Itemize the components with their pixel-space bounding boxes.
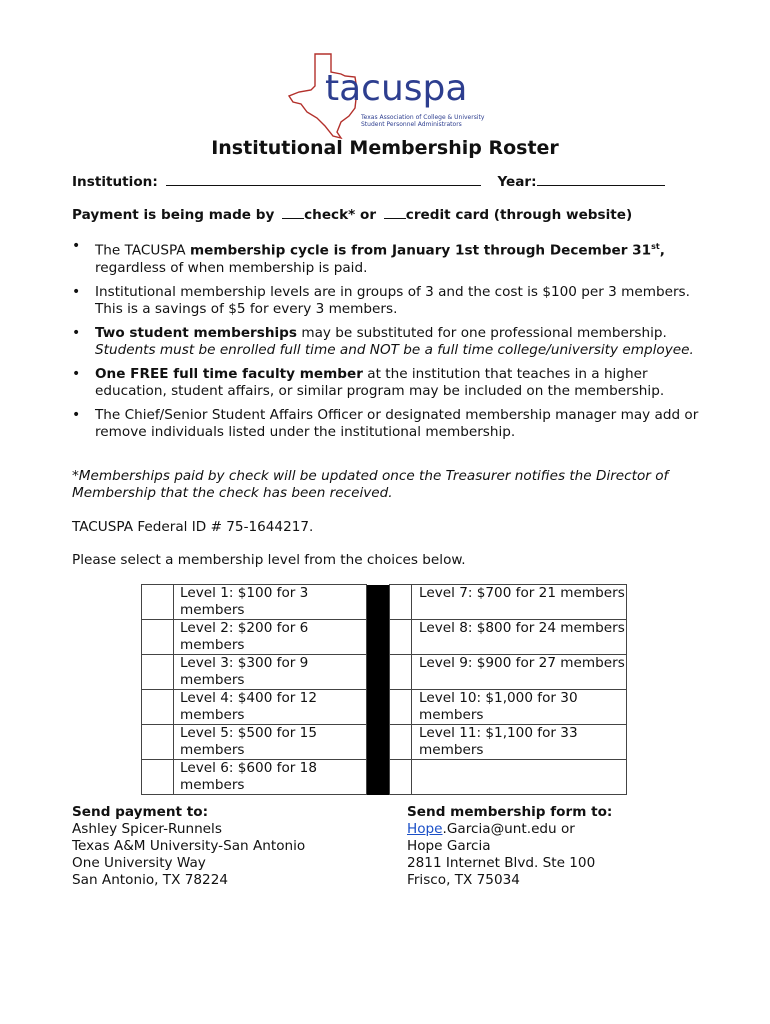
bullet1-post: , bbox=[659, 242, 665, 259]
table-row bbox=[142, 725, 627, 760]
payment-prefix: Payment is being made by bbox=[72, 207, 275, 223]
level-checkbox[interactable] bbox=[142, 690, 174, 725]
bullet1-sup: st bbox=[651, 242, 660, 251]
year-field[interactable] bbox=[537, 173, 665, 186]
send-payment-line: Texas A&M University-San Antonio bbox=[72, 838, 306, 854]
send-payment-line: One University Way bbox=[72, 855, 206, 871]
level-label: Level 10: $1,000 for 30 members bbox=[412, 690, 627, 725]
table-divider bbox=[367, 725, 390, 760]
payment-card-option: credit card (through website) bbox=[405, 207, 633, 223]
level-checkbox[interactable] bbox=[390, 725, 412, 760]
level-checkbox[interactable] bbox=[390, 620, 412, 655]
page-title: Institutional Membership Roster bbox=[211, 137, 559, 159]
logo-wordmark: tacuspa bbox=[325, 68, 468, 109]
send-form-line: 2811 Internet Blvd. Ste 100 bbox=[407, 855, 596, 871]
send-form-line: Hope Garcia bbox=[407, 838, 491, 854]
email-link[interactable]: Hope bbox=[407, 821, 443, 837]
institution-field[interactable] bbox=[166, 173, 481, 186]
info-bullet-list bbox=[72, 238, 712, 448]
bullet1-bold: membership cycle is from January 1st through December 31 bbox=[189, 242, 652, 259]
bullet1-pre: The TACUSPA bbox=[95, 242, 190, 259]
send-payment-block bbox=[72, 804, 305, 889]
send-payment-heading: Send payment to: bbox=[72, 804, 209, 820]
list-item bbox=[72, 238, 712, 277]
table-row bbox=[142, 690, 627, 725]
level-label: Level 1: $100 for 3 members bbox=[174, 585, 367, 620]
table-divider bbox=[367, 620, 390, 655]
payment-check-option: check* or bbox=[304, 207, 377, 223]
table-row bbox=[142, 585, 627, 620]
list-item bbox=[72, 407, 712, 441]
year-label: Year: bbox=[497, 174, 537, 190]
level-checkbox[interactable] bbox=[142, 620, 174, 655]
list-item bbox=[72, 366, 712, 400]
list-item bbox=[72, 284, 712, 318]
level-label: Level 8: $800 for 24 members bbox=[412, 620, 627, 655]
level-checkbox[interactable] bbox=[390, 585, 412, 620]
bullet4-post: at the institution that teaches in a higher education, student affairs, or similar program may be included on the membership. bbox=[95, 365, 665, 399]
level-label: Level 2: $200 for 6 members bbox=[174, 620, 367, 655]
level-label: Level 5: $500 for 15 members bbox=[174, 725, 367, 760]
table-row bbox=[142, 760, 627, 795]
card-blank[interactable] bbox=[384, 206, 406, 219]
table-row bbox=[142, 620, 627, 655]
table-row bbox=[142, 655, 627, 690]
bullet3-italic: Students must be enrolled full time and NOT be a full time college/university employee. bbox=[95, 341, 694, 358]
level-checkbox[interactable] bbox=[142, 760, 174, 795]
level-checkbox[interactable] bbox=[142, 725, 174, 760]
tacuspa-logo bbox=[285, 50, 485, 140]
bullet1-line2: regardless of when membership is paid. bbox=[95, 259, 368, 276]
level-checkbox[interactable] bbox=[142, 585, 174, 620]
bullet5-text: The Chief/Senior Student Affairs Officer or designated membership manager may add or remove individuals listed under the institutional membership. bbox=[95, 406, 699, 440]
send-payment-line: Ashley Spicer-Runnels bbox=[72, 821, 222, 837]
institution-label: Institution: bbox=[72, 174, 158, 190]
check-blank[interactable] bbox=[282, 206, 304, 219]
payment-row bbox=[72, 206, 632, 224]
level-label: Level 7: $700 for 21 members bbox=[412, 585, 627, 620]
bullet2-text: Institutional membership levels are in groups of 3 and the cost is $100 per 3 members. This is a savings of $5 for every 3 members. bbox=[95, 283, 690, 317]
federal-id: TACUSPA Federal ID # 75-1644217. bbox=[72, 519, 314, 535]
level-label: Level 4: $400 for 12 members bbox=[174, 690, 367, 725]
level-checkbox[interactable] bbox=[142, 655, 174, 690]
level-checkbox[interactable] bbox=[390, 760, 412, 795]
table-divider bbox=[367, 585, 390, 620]
table-divider bbox=[367, 655, 390, 690]
send-payment-line: San Antonio, TX 78224 bbox=[72, 872, 228, 888]
send-form-line: Frisco, TX 75034 bbox=[407, 872, 520, 888]
bullet4-bold: One FREE full time faculty member bbox=[95, 365, 363, 382]
table-divider bbox=[367, 690, 390, 725]
send-form-heading: Send membership form to: bbox=[407, 804, 613, 820]
level-label: Level 11: $1,100 for 33 members bbox=[412, 725, 627, 760]
logo-tagline: Texas Association of College & University Student Personnel Administrators bbox=[361, 114, 485, 128]
email-rest: .Garcia@unt.edu or bbox=[442, 821, 575, 837]
level-label: Level 9: $900 for 27 members bbox=[412, 655, 627, 690]
membership-level-table bbox=[141, 584, 627, 795]
table-divider bbox=[367, 760, 390, 795]
check-note: *Memberships paid by check will be updated once the Treasurer notifies the Director of Membership that the check has been received. bbox=[72, 468, 669, 501]
level-label: Level 3: $300 for 9 members bbox=[174, 655, 367, 690]
level-label bbox=[412, 760, 627, 795]
level-checkbox[interactable] bbox=[390, 655, 412, 690]
select-prompt: Please select a membership level from the choices below. bbox=[72, 552, 466, 568]
level-checkbox[interactable] bbox=[390, 690, 412, 725]
bullet3-post: may be substituted for one professional membership. bbox=[297, 324, 667, 341]
bullet3-bold: Two student memberships bbox=[95, 324, 297, 341]
send-form-block bbox=[407, 804, 612, 889]
institution-row bbox=[72, 173, 665, 191]
list-item bbox=[72, 325, 712, 359]
level-label: Level 6: $600 for 18 members bbox=[174, 760, 367, 795]
